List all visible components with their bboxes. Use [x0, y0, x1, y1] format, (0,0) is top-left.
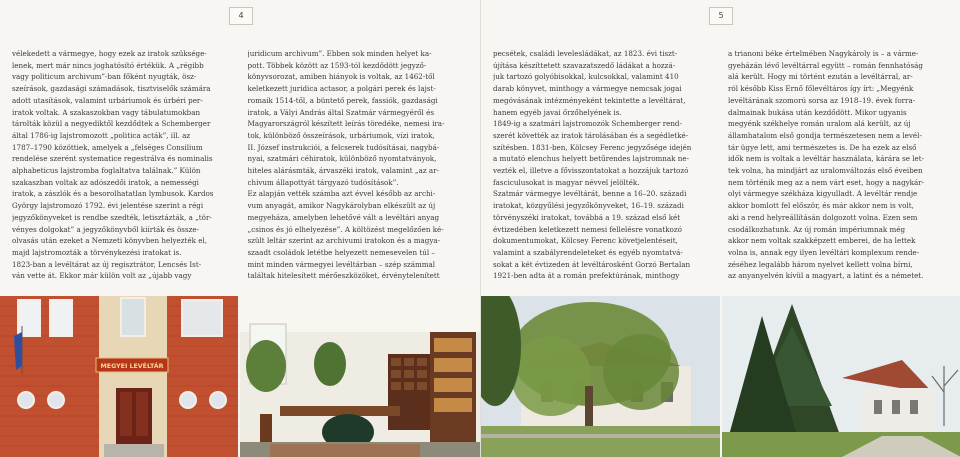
text-line: György lajstromozó 1792. évi jelentése szerint a régi [12, 201, 204, 211]
text-line: Ez alapján vették számba azt évvel később az archi- [247, 189, 436, 199]
text-line: alphabeticus lajstromba foglaltatva találnak.” Külön [12, 166, 201, 176]
text-line: sokat a két évtizeden át levéltárosként Gorzó Bertalan [493, 259, 691, 269]
text-line: rendelése szerént systematice regestrálva és nominalis [12, 154, 213, 164]
text-line: iratok, a Vályi András által Szatmár vármegyéről és [247, 107, 434, 117]
text-line: törvényszéki iratokat, továbbá a 19. század első két [493, 212, 681, 222]
text-line: által 1786-ig lajstromozott „politica acták”, ill. az [12, 130, 191, 140]
text-line: gyeházán lévő levéltárral együtt – román fennhatóság [728, 60, 923, 70]
text-line: szaadt csoládok letétbe helyezett nemesevelen túl – [247, 247, 435, 257]
text-line: valamint a szabályrendeleteket és egyéb nyomtatvá- [493, 247, 683, 257]
text-line: tár ügye lett, ami természetes is. De ha ezek az első [728, 142, 917, 152]
text-line: adott utasítások, valamint urbáriumok és úrbéri per- [12, 95, 203, 105]
text-line: jegyzőkönyveket is rendbe szedték, letisztázták, a „tör- [12, 212, 212, 222]
text-line: akkor bomlott fel először, és már akkor nem is volt, [728, 201, 914, 211]
text-line: megyénk székhelye román uralom alá került, az új [728, 119, 911, 129]
text-line: 1921-ben adta át a román prefektúrának, minthogy [493, 271, 680, 281]
photo-willow-courtyard [481, 296, 720, 457]
right-column-1 [493, 48, 717, 288]
text-line: darab könyvet, minthogy a vármegye nemcsak jogai [493, 84, 682, 94]
text-line: idők nem is voltak a levéltár használata, kárára se let- [728, 154, 925, 164]
right-page [480, 0, 960, 457]
left-column-2 [248, 48, 473, 288]
text-line: levéltárának szomorú sorsa az 1918–19. évek forra- [728, 95, 916, 105]
text-line: pecsétek, családi levelesládákat, az 1823. évi tiszt- [493, 49, 678, 58]
text-line: romaik 1514-től, a büntető perek, fassiók, gazdasági [247, 95, 438, 105]
text-line: megyeháza, amelyben lehetővé vált a levéltári anyag [247, 212, 440, 222]
text-line: szerét követték az iratok tárolásában és a segédletké- [493, 130, 689, 140]
building-sign-text: MEGYEI LEVÉLTÁR [100, 363, 164, 370]
right-column-2 [728, 48, 952, 288]
text-line: államhatalom első gondja természetesen nem a levél- [728, 130, 922, 140]
text-line: csodálkozhatunk. Az új román impériumnak még [728, 224, 906, 234]
text-line: nyai, szatmári céhiratok, különböző nyomtatványok, [247, 154, 437, 164]
text-line: keletkezett juridica actasor, a polgári perek és lajst- [247, 84, 436, 94]
text-line: dokumentumokat, Kölcsey Ferenc követjelentéseit, [493, 236, 678, 246]
text-line: II. József instrukciói, a felcserek tudósításai, nagybá- [247, 142, 440, 152]
text-line: találtak hitelesített mérőeszközöket, érvénytelenített [247, 271, 440, 281]
left-text-columns [12, 48, 472, 288]
text-line: szeírások, gazdasági számadások, tisztviselők számára [12, 84, 211, 94]
text-line: fasciculusokat is magyar névvel jelölték. [493, 177, 640, 187]
text-line: könyvsorozat, amiben hiányok is voltak, az 1462-től [247, 72, 435, 82]
text-line: a trianoni béke értelmében Nagykároly is – a várme- [728, 49, 919, 58]
page-number-right: 5 [709, 7, 733, 25]
text-line: mint minden vármegyei levéltárban – szép számmal [247, 259, 436, 269]
text-line: 1787–1790 közöttiek, amelyek a „felséges Consilium [12, 142, 203, 152]
text-line: hanem egyéb javai őrzőhelyének is. [493, 107, 622, 117]
text-line: 1823-ban a levéltárat az új regisztrátor, Lencsés Ist- [12, 259, 202, 269]
text-line: iratokat, közgyűlési jegyzőkönyveket, 16–19. századi [493, 201, 684, 211]
text-line: akkor nem voltak szakképzett emberei, de ha lettek [728, 236, 916, 246]
text-line: chivum állapottyát tárgyazó tudósítások”. [247, 177, 399, 187]
text-line: „csinos és jó elhelyezése”. A költözést megelőzően ké- [247, 224, 444, 234]
text-line: olyi vármegye székháza kigyulladt. A levéltár rendje [728, 189, 918, 199]
text-line: szakaszban voltak az adószedői iratok, a nemességi [12, 177, 199, 187]
text-line: juridicum archivum”. Ebben sok minden helyet ka- [247, 49, 432, 58]
text-line: alá került. Hogy mi történt ezután a levéltárral, ar- [728, 72, 913, 82]
text-line: olvasás után ezeket a Nemzeti könyvben helyezték el, [12, 236, 207, 246]
text-line: vum anyagát, amikor Nagykárolyban elkészült az új [247, 201, 436, 211]
text-line: dalmainak bukása után kezdődött. Mikor ugyanis [728, 107, 907, 117]
text-line: iratok, a zászlók és a besorolhatatlan lymbusok. Kardos [12, 189, 214, 199]
text-line: tok, különböző összeírások, urbáriumok, vízi iratok, [247, 130, 435, 140]
text-line: tárolták közül a negyediktől kezdődtek a Schemberger [12, 119, 211, 129]
text-line: szült leltár szerint az archivumi iratokon és a magya- [247, 236, 441, 246]
text-line: juk tartozó golyóbisokkal, kulcsokkal, valamint 410 [493, 72, 679, 82]
text-line: vélekedett a vármegye, hogy ezek az iratok szüksége- [12, 49, 207, 58]
text-line: zéséhez legalább három nyelvet kellett volna bírni, [728, 259, 913, 269]
text-line: lenek, mert már nincs joghatósító értékük. A „régibb [12, 60, 204, 70]
text-line: szítésben. 1831-ben, Kölcsey Ferenc jegyzősége idején [493, 142, 692, 152]
photo-conifer-house [722, 296, 960, 457]
text-line: ván vette át. Ekkor már külön volt az „újabb vagy [12, 271, 192, 281]
text-line: a mutató elenchus helyett betűrendes lajstromnak ne- [493, 154, 690, 164]
text-line: Szatmár vármegye levéltárát, benne a 16–20. századi [493, 189, 687, 199]
page-number-left: 4 [229, 7, 253, 25]
photo-reading-room [240, 296, 480, 457]
text-line: tek volna, ha mindjárt az uralomváltozás első éveiben [728, 166, 923, 176]
text-line: pott. Többek között az 1593-tól kezdődött jegyző- [247, 60, 427, 70]
text-line: megóvásának intézményeként tekintette a levéltárat, [493, 95, 686, 105]
text-line: hiteles alárásmták, árvaszéki iratok, valamint „az ar- [247, 166, 440, 176]
text-line: ról később Kiss Ernő főlevéltáros így írt: „Megyénk [728, 84, 914, 94]
left-column-1 [12, 48, 237, 288]
text-line: Magyarországról készített leírás töredéke, nemesi ira- [247, 119, 445, 129]
text-line: aki a rend helyreállításán dolgozott volna. Ezen sem [728, 212, 918, 222]
text-line: iratok voltak. A szakaszokban vagy tábulatumokban [12, 107, 201, 117]
text-line: volna is, annak egy ilyen levéltári komplexum rende- [728, 247, 920, 257]
photo-archive-building [0, 296, 238, 457]
text-line: nem történik meg az a nem várt eset, hogy a nagykár- [728, 177, 925, 187]
right-text-columns [493, 48, 952, 288]
text-line: az anyanyelvén kívül a magyart, a latint és a németet. [728, 271, 924, 281]
text-line: majd lajstromozták a törvénykezési iratokat is. [12, 247, 182, 257]
text-line: újítása készíttetett szavazatszedő ládákat a hozzá- [493, 60, 676, 70]
text-line: vényes dolgokat” a jegyzőkönyvből kiírták és össze- [12, 224, 200, 234]
text-line: vezték el, illetve a fővisszontatokat a hozzájuk tartozó [493, 166, 689, 176]
text-line: vagy politicum archivum”-ban főként nyugták, ösz- [12, 72, 197, 82]
text-line: évtizedében keletkezett nemesi fellelésre vonatkozó [493, 224, 682, 234]
text-line: 1849-ig a szatmári lajstromozók Schemberger rend- [493, 119, 682, 129]
